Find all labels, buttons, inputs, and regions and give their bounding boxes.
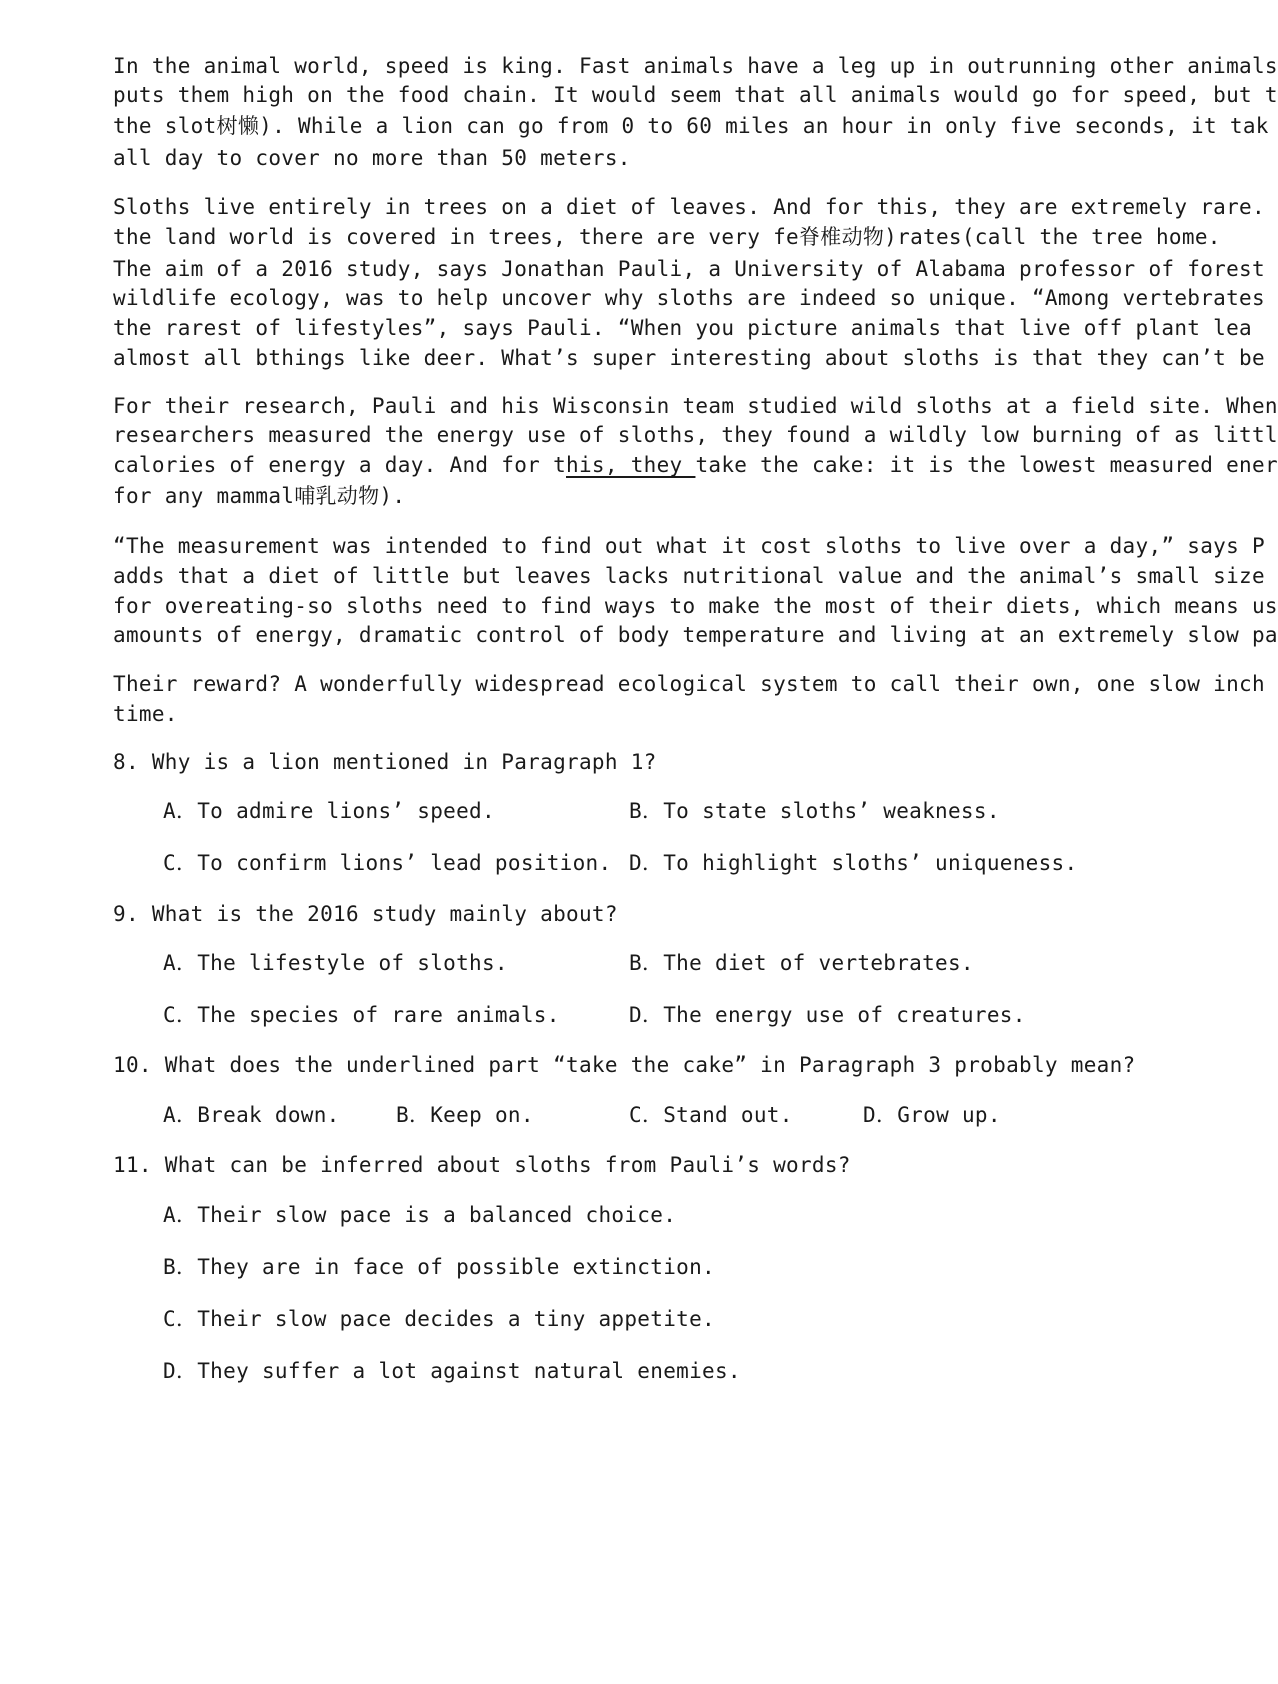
question-8-option-b[interactable]: B．To state sloths’ weakness. — [629, 799, 1000, 823]
question-11-option-b[interactable]: B．They are in face of possible extinction. — [163, 1255, 715, 1279]
passage-p1-line-3: the slot树懒). While a lion can go from 0 to 60 miles an hour in only five seconds, it tak — [113, 114, 1269, 138]
passage-p4-line-3: for overeating-so sloths need to find ways to make the most of their diets, which means us — [113, 594, 1278, 618]
question-9-option-d[interactable]: D．The energy use of creatures. — [629, 1003, 1026, 1027]
passage-p3-line-4: for any mammal哺乳动物). — [113, 484, 406, 508]
question-10-option-c[interactable]: C．Stand out. — [629, 1103, 793, 1127]
question-9-option-a[interactable]: A．The lifestyle of sloths. — [163, 951, 508, 975]
passage-p5-line-1: Their reward? A wonderfully widespread ecological system to call their own, one slow inch — [113, 672, 1265, 696]
question-10-option-b[interactable]: B．Keep on. — [396, 1103, 534, 1127]
question-9-stem: 9. What is the 2016 study mainly about? — [113, 902, 618, 926]
passage-p1-line-1: In the animal world, speed is king. Fast animals have a leg up in outrunning other animals — [113, 54, 1278, 78]
passage-p2-line-4: wildlife ecology, was to help uncover why sloths are indeed so unique. “Among vertebrates — [113, 286, 1265, 310]
question-8-option-c[interactable]: C．To confirm lions’ lead position. — [163, 851, 612, 875]
question-9-option-b[interactable]: B．The diet of vertebrates. — [629, 951, 974, 975]
p3-line-3-before: calories of energy a day. And for t — [113, 453, 567, 477]
question-11-stem: 11. What can be inferred about sloths from Pauli’s words? — [113, 1153, 851, 1177]
passage-p3-line-3 — [113, 451, 1278, 479]
passage-p1-line-4: all day to cover no more than 50 meters. — [113, 146, 631, 170]
passage-p1-line-2: puts them high on the food chain. It would seem that all animals would go for speed, but t — [113, 83, 1278, 107]
passage-p3-line-2: researchers measured the energy use of sloths, they found a wildly low burning of as littl — [113, 423, 1278, 447]
question-10-option-d[interactable]: D．Grow up. — [863, 1103, 1001, 1127]
question-8-option-d[interactable]: D．To highlight sloths’ uniqueness. — [629, 851, 1078, 875]
question-8-stem: 8. Why is a lion mentioned in Paragraph 1? — [113, 750, 657, 774]
passage-p4-line-2: adds that a diet of little but leaves lacks nutritional value and the animal’s small size — [113, 564, 1265, 588]
passage-p2-line-1: Sloths live entirely in trees on a diet of leaves. And for this, they are extremely rare. — [113, 195, 1265, 219]
passage-p5-line-2: time. — [113, 702, 178, 726]
question-11-option-a[interactable]: A．Their slow pace is a balanced choice. — [163, 1203, 677, 1227]
passage-p2-line-3: The aim of a 2016 study, says Jonathan Pauli, a University of Alabama professor of forest — [113, 257, 1265, 281]
passage-p3-line-1: For their research, Pauli and his Wisconsin team studied wild sloths at a field site. When — [113, 394, 1278, 418]
question-9-option-c[interactable]: C．The species of rare animals. — [163, 1003, 560, 1027]
passage-p2-line-5: the rarest of lifestyles”, says Pauli. “When you picture animals that live off plant lea — [113, 316, 1252, 340]
question-11-option-d[interactable]: D．They suffer a lot against natural enemies. — [163, 1359, 741, 1383]
passage-p2-line-2: the land world is covered in trees, there are very fe脊椎动物)rates(call the tree home. — [113, 225, 1221, 249]
question-10-stem: 10. What does the underlined part “take the cake” in Paragraph 3 probably mean? — [113, 1053, 1136, 1077]
underlined-phrase: his, they — [566, 453, 696, 477]
passage-p4-line-1: “The measurement was intended to find out what it cost sloths to live over a day,” says P — [113, 534, 1265, 558]
question-11-option-c[interactable]: C．Their slow pace decides a tiny appetite. — [163, 1307, 715, 1331]
question-10-option-a[interactable]: A．Break down. — [163, 1103, 340, 1127]
p3-line-3-after: take the cake: it is the lowest measured ener — [695, 453, 1278, 477]
question-8-option-a[interactable]: A．To admire lions’ speed. — [163, 799, 495, 823]
passage-p4-line-4: amounts of energy, dramatic control of body temperature and living at an extremely slow pa — [113, 623, 1278, 647]
passage-p2-line-6: almost all bthings like deer. What’s super interesting about sloths is that they can’t be — [113, 346, 1265, 370]
